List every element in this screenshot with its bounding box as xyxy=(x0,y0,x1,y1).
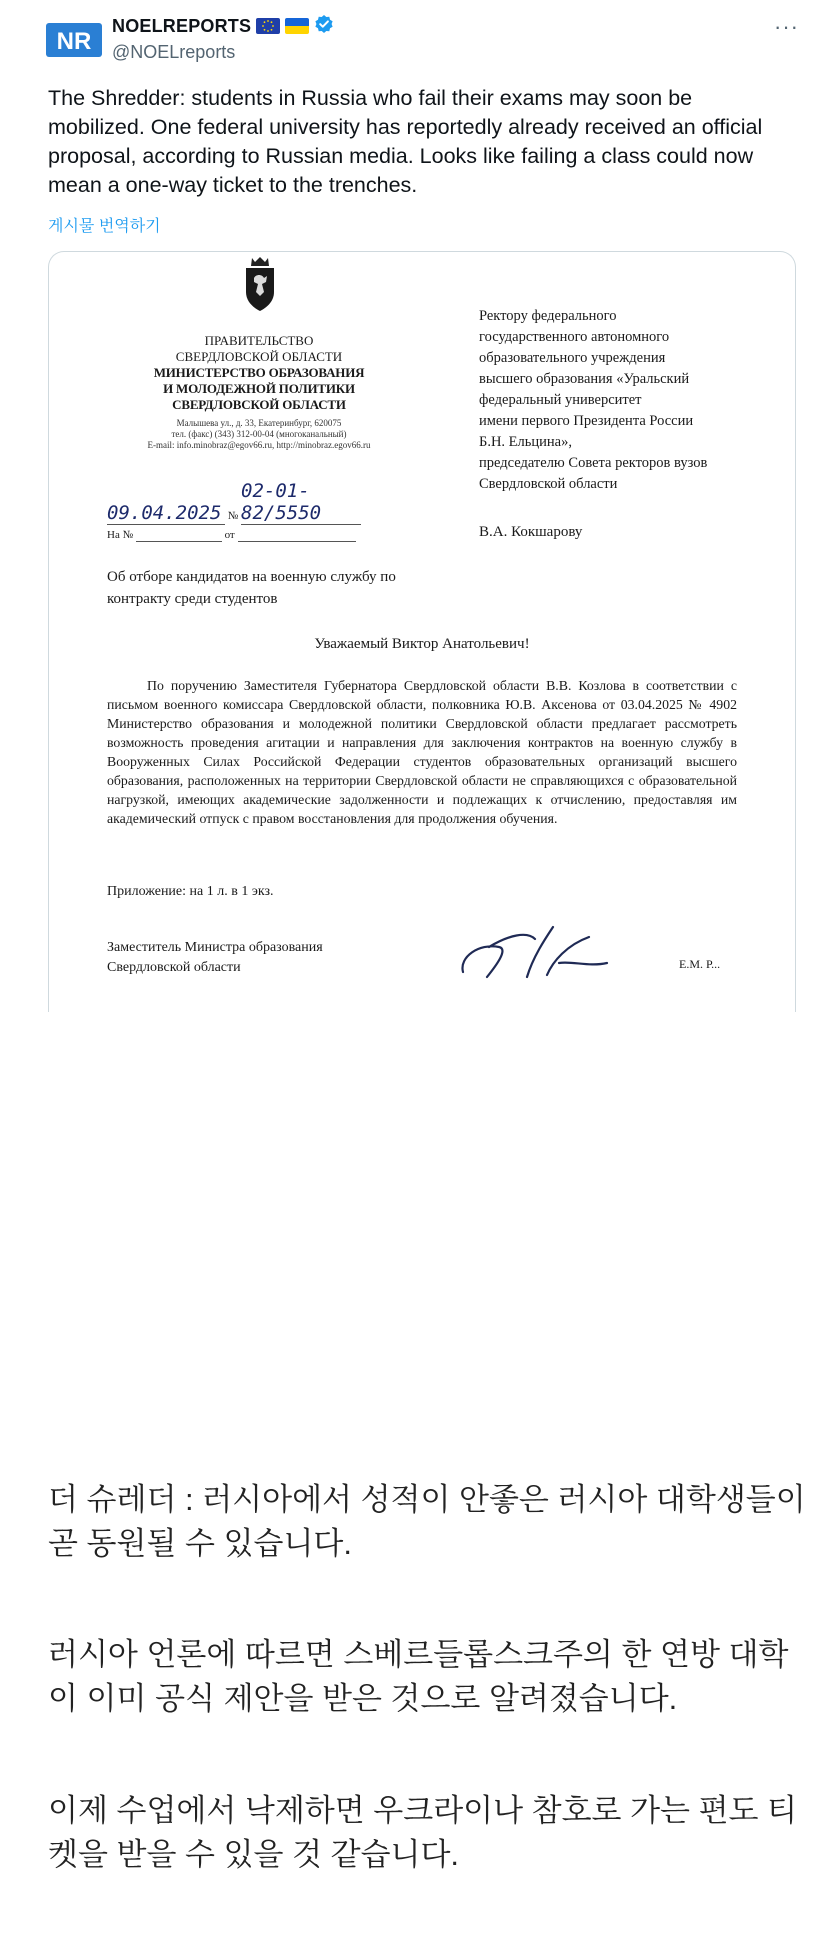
address-line-2: тел. (факс) (343) 312-00-04 (многоканальный) xyxy=(171,429,347,439)
ministry-header xyxy=(109,333,409,413)
avatar-text: NR xyxy=(56,28,92,55)
address-line-3: E-mail: info.minobraz@egov66.ru, http://minobraz.egov66.ru xyxy=(147,440,371,450)
coat-of-arms-icon xyxy=(242,256,278,312)
avatar[interactable] xyxy=(46,20,102,60)
reg-number: 02-01-82/5550 xyxy=(241,480,361,525)
org-line-1: ПРАВИТЕЛЬСТВО xyxy=(204,333,314,348)
eu-flag-icon xyxy=(256,18,280,34)
letter-subject: Об отборе кандидатов на военную службу по контракту среди студентов xyxy=(107,569,396,607)
na-label: На № xyxy=(107,529,134,541)
translation-paragraph-3: 이제 수업에서 낙제하면 우크라이나 참호로 가는 편도 티켓을 받을 수 있을 것 같습니다. xyxy=(48,1793,798,1872)
recipient-line: Свердловской области xyxy=(479,476,618,492)
handle[interactable]: @NOELreports xyxy=(112,42,236,62)
translation-paragraph-2: 러시아 언론에 따르면 스베르들롭스크주의 한 연방 대학이 이미 공식 제안을 받은 것으로 알려졌습니다. xyxy=(48,1637,789,1716)
recipient-line: федеральный университет xyxy=(479,392,642,408)
reg-date: 09.04.2025 xyxy=(107,502,225,525)
verified-badge-icon xyxy=(314,14,334,39)
recipient-block xyxy=(479,306,789,495)
org-line-5: СВЕРДЛОВСКОЙ ОБЛАСТИ xyxy=(172,397,346,412)
more-horizontal-icon[interactable]: ··· xyxy=(774,14,799,39)
signer-line-2: Свердловской области xyxy=(107,960,241,975)
org-line-3: МИНИСТЕРСТВО ОБРАЗОВАНИЯ xyxy=(153,365,365,380)
nr-logo-icon xyxy=(46,20,102,60)
translation-paragraph-1: 더 슈레더 : 러시아에서 성적이 안좋은 러시아 대학생들이 곧 동원될 수 있습니다. xyxy=(48,1482,806,1561)
reg-number-label: № xyxy=(227,510,239,522)
media-image[interactable] xyxy=(48,251,796,1012)
letter-enclosure: Приложение: на 1 л. в 1 экз. xyxy=(107,884,274,899)
addressee-name: В.А. Кокшарову xyxy=(479,524,583,540)
tweet-text: The Shredder: students in Russia who fail their exams may soon be mobilized. One federal university has reportedly already received an official proposal, according to Russian media. Looks like failing a class could now mean a one-way ticket to the trenches. xyxy=(48,86,763,197)
signature-icon xyxy=(449,917,619,987)
letter-document xyxy=(49,252,795,1012)
ministry-address xyxy=(109,418,409,451)
recipient-line: Ректору федерального xyxy=(479,308,617,324)
org-line-2: СВЕРДЛОВСКОЙ ОБЛАСТИ xyxy=(175,349,343,364)
recipient-line: имени первого Президента России xyxy=(479,413,694,429)
address-line-1: Малышева ул., д. 33, Екатеринбург, 620075 xyxy=(176,418,342,428)
signer-block xyxy=(107,938,323,978)
letter-body: По поручению Заместителя Губернатора Свердловской области В.В. Козлова в соответствии с письмом военного комиссара Свердловской области, полковника Ю.В. Аксенова от 03.04.2025 № 4902 Министерство образования и молодежной политики Свердловской области предлагает рассмотреть возможность проведения агитации и направления для заключения контрактов на военную службу в Вооруженных Силах Российской Федерации студентов образовательных организаций высшего образования, расположенных на территории Свердловской области не справляющихся с образовательной нагрузкой, имеющих академические задолженности и подлежащих к отчислению, предоставляя им академический отпуск с правом восстановления для продолжения обучения. xyxy=(107,678,737,826)
letter-greeting: Уважаемый Виктор Анатольевич! xyxy=(314,636,530,652)
author-name-row xyxy=(112,14,334,38)
signer-initials: Е.М. Р... xyxy=(679,957,721,971)
recipient-line: председателю Совета ректоров вузов xyxy=(479,455,708,471)
recipient-line: образовательного учреждения xyxy=(479,350,666,366)
display-name[interactable]: NOELREPORTS xyxy=(112,15,252,36)
recipient-line: государственного автономного xyxy=(479,329,670,345)
translate-post-link[interactable]: 게시물 번역하기 xyxy=(48,218,161,235)
recipient-line: высшего образования «Уральский xyxy=(479,371,690,387)
ot-label: от xyxy=(224,529,235,541)
signer-line-1: Заместитель Министра образования xyxy=(107,940,323,955)
recipient-line: Б.Н. Ельцина», xyxy=(479,434,572,450)
ukraine-flag-icon xyxy=(285,18,309,34)
org-line-4: И МОЛОДЕЖНОЙ ПОЛИТИКИ xyxy=(163,381,355,396)
registration-row xyxy=(107,480,361,542)
